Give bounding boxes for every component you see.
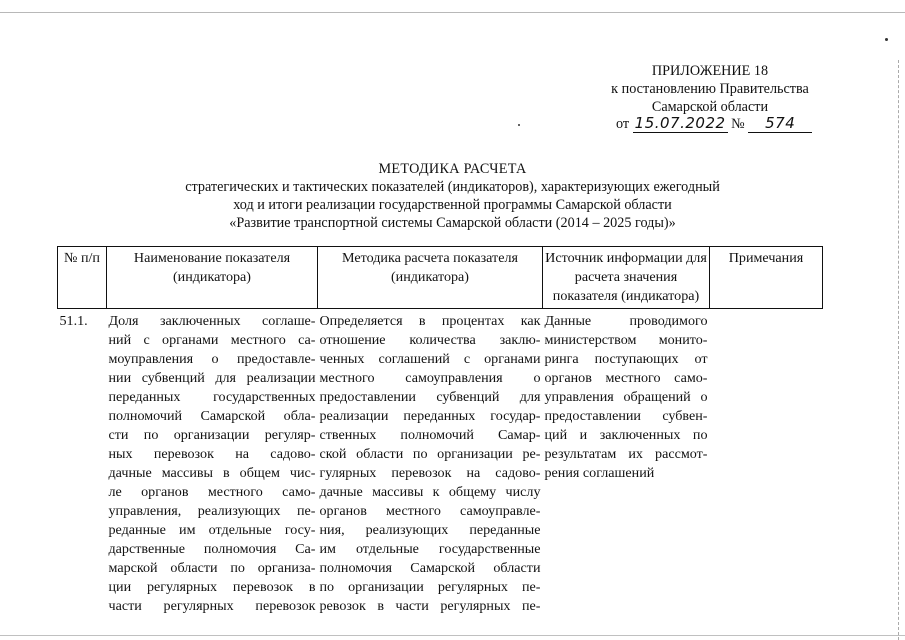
methodology-table bbox=[57, 246, 823, 614]
row-notes bbox=[710, 309, 823, 583]
appendix-region-line: Самарской области bbox=[651, 99, 769, 115]
number-sign: № bbox=[731, 116, 745, 132]
cell-text-line: ле органов местного само- bbox=[108, 484, 316, 500]
cell-text-line: реализации переданных государ- bbox=[319, 408, 541, 424]
cell-text-line: рения соглашений bbox=[544, 465, 655, 481]
cell-text-line: ченных соглашений с органами bbox=[319, 351, 541, 367]
scan-edge-top bbox=[0, 12, 905, 13]
cell-text-line: Данные проводимого bbox=[544, 313, 708, 329]
cell-text-line: ний с органами местного са- bbox=[108, 332, 316, 348]
cell-text-line: управления обращений о bbox=[544, 389, 708, 405]
header-source: Источник информации для расчета значения показателя (индикатора) bbox=[543, 247, 710, 309]
cell-text-line: реданные им отдельные госу- bbox=[108, 522, 316, 538]
header-number: № п/п bbox=[58, 247, 107, 309]
row-name bbox=[107, 309, 318, 614]
cell-text-line: дачные массивы в общем чис- bbox=[108, 465, 316, 481]
header-name: Наименование показателя (индикатора) bbox=[107, 247, 318, 309]
header-notes: Примечания bbox=[710, 247, 823, 309]
cell-text-line: Доля заключенных соглаше- bbox=[108, 313, 316, 329]
title-line-4: «Развитие транспортной системы Самарской области (2014 – 2025 годы)» bbox=[229, 215, 676, 231]
appendix-header bbox=[595, 62, 825, 116]
appendix-ref-line: к постановлению Правительства bbox=[611, 81, 809, 97]
cell-text-line: органов местного само- bbox=[544, 370, 708, 386]
table-header-row bbox=[58, 247, 823, 309]
cell-text-line: им отдельные государственные bbox=[319, 541, 541, 557]
header-method: Методика расчета показателя (индикатора) bbox=[318, 247, 543, 309]
cell-text-line: по организации регулярных пе- bbox=[319, 579, 541, 595]
row-source bbox=[543, 309, 710, 583]
scan-edge-right bbox=[898, 60, 899, 640]
cell-text-line: сти по организации регуляр- bbox=[108, 427, 316, 443]
cell-text-line: нии субвенций для реализации bbox=[108, 370, 316, 386]
handwritten-number: 574 bbox=[748, 114, 812, 133]
cell-text-line: органов местного самоуправле- bbox=[319, 503, 541, 519]
cell-text-line: части регулярных перевозок bbox=[108, 598, 316, 614]
cell-text-line: переданных государственных bbox=[108, 389, 316, 405]
row-number: 51.1. bbox=[59, 313, 88, 329]
cell-text-line: полномочия Самарской области bbox=[319, 560, 541, 576]
cell-text-line: ции регулярных перевозок в bbox=[108, 579, 316, 595]
title-main: МЕТОДИКА РАСЧЕТА bbox=[378, 161, 527, 177]
cell-text-line: ций и заключенных по bbox=[544, 427, 708, 443]
cell-text-line: дачные массивы к общему числу bbox=[319, 484, 541, 500]
title-line-2: стратегических и тактических показателей (индикаторов), характеризующих ежегодный bbox=[185, 179, 720, 195]
scan-edge-bottom bbox=[0, 635, 905, 636]
appendix-date-line bbox=[616, 114, 812, 133]
cell-text-line: предоставлении субвен- bbox=[544, 408, 708, 424]
scan-speck bbox=[885, 38, 888, 41]
cell-text-line: ской области по организации ре- bbox=[319, 446, 541, 462]
cell-text-line: гулярных перевозок на садово- bbox=[319, 465, 541, 481]
cell-text-line: дарственные полномочия Са- bbox=[108, 541, 316, 557]
cell-text-line: министерством монито- bbox=[544, 332, 708, 348]
date-prefix: от bbox=[616, 116, 630, 132]
cell-text-line: марской области по организа- bbox=[108, 560, 316, 576]
cell-text-line: Определяется в процентах как bbox=[319, 313, 541, 329]
cell-text-line: предоставлении субвенций для bbox=[319, 389, 541, 405]
row-method bbox=[318, 309, 543, 614]
scan-speck bbox=[518, 124, 520, 126]
handwritten-date: 15.07.2022 bbox=[634, 114, 726, 132]
document-title bbox=[100, 160, 805, 232]
cell-text-line: отношение количества заклю- bbox=[319, 332, 541, 348]
cell-text-line: управления, реализующих пе- bbox=[108, 503, 316, 519]
cell-text-line: местного самоуправления о bbox=[319, 370, 541, 386]
cell-text-line: моуправления о предоставле- bbox=[108, 351, 316, 367]
cell-text-line: ния, реализующих переданные bbox=[319, 522, 541, 538]
table-row bbox=[58, 309, 823, 583]
cell-text-line: ных перевозок на садово- bbox=[108, 446, 316, 462]
cell-text-line: ственных полномочий Самар- bbox=[319, 427, 541, 443]
title-line-3: ход и итоги реализации государственной программы Самарской области bbox=[233, 197, 672, 213]
appendix-title: ПРИЛОЖЕНИЕ 18 bbox=[651, 63, 769, 79]
cell-text-line: полномочий Самарской обла- bbox=[108, 408, 316, 424]
cell-text-line: ревозок в части регулярных пе- bbox=[319, 598, 541, 614]
cell-text-line: ринга поступающих от bbox=[544, 351, 708, 367]
cell-text-line: результатам их рассмот- bbox=[544, 446, 708, 462]
